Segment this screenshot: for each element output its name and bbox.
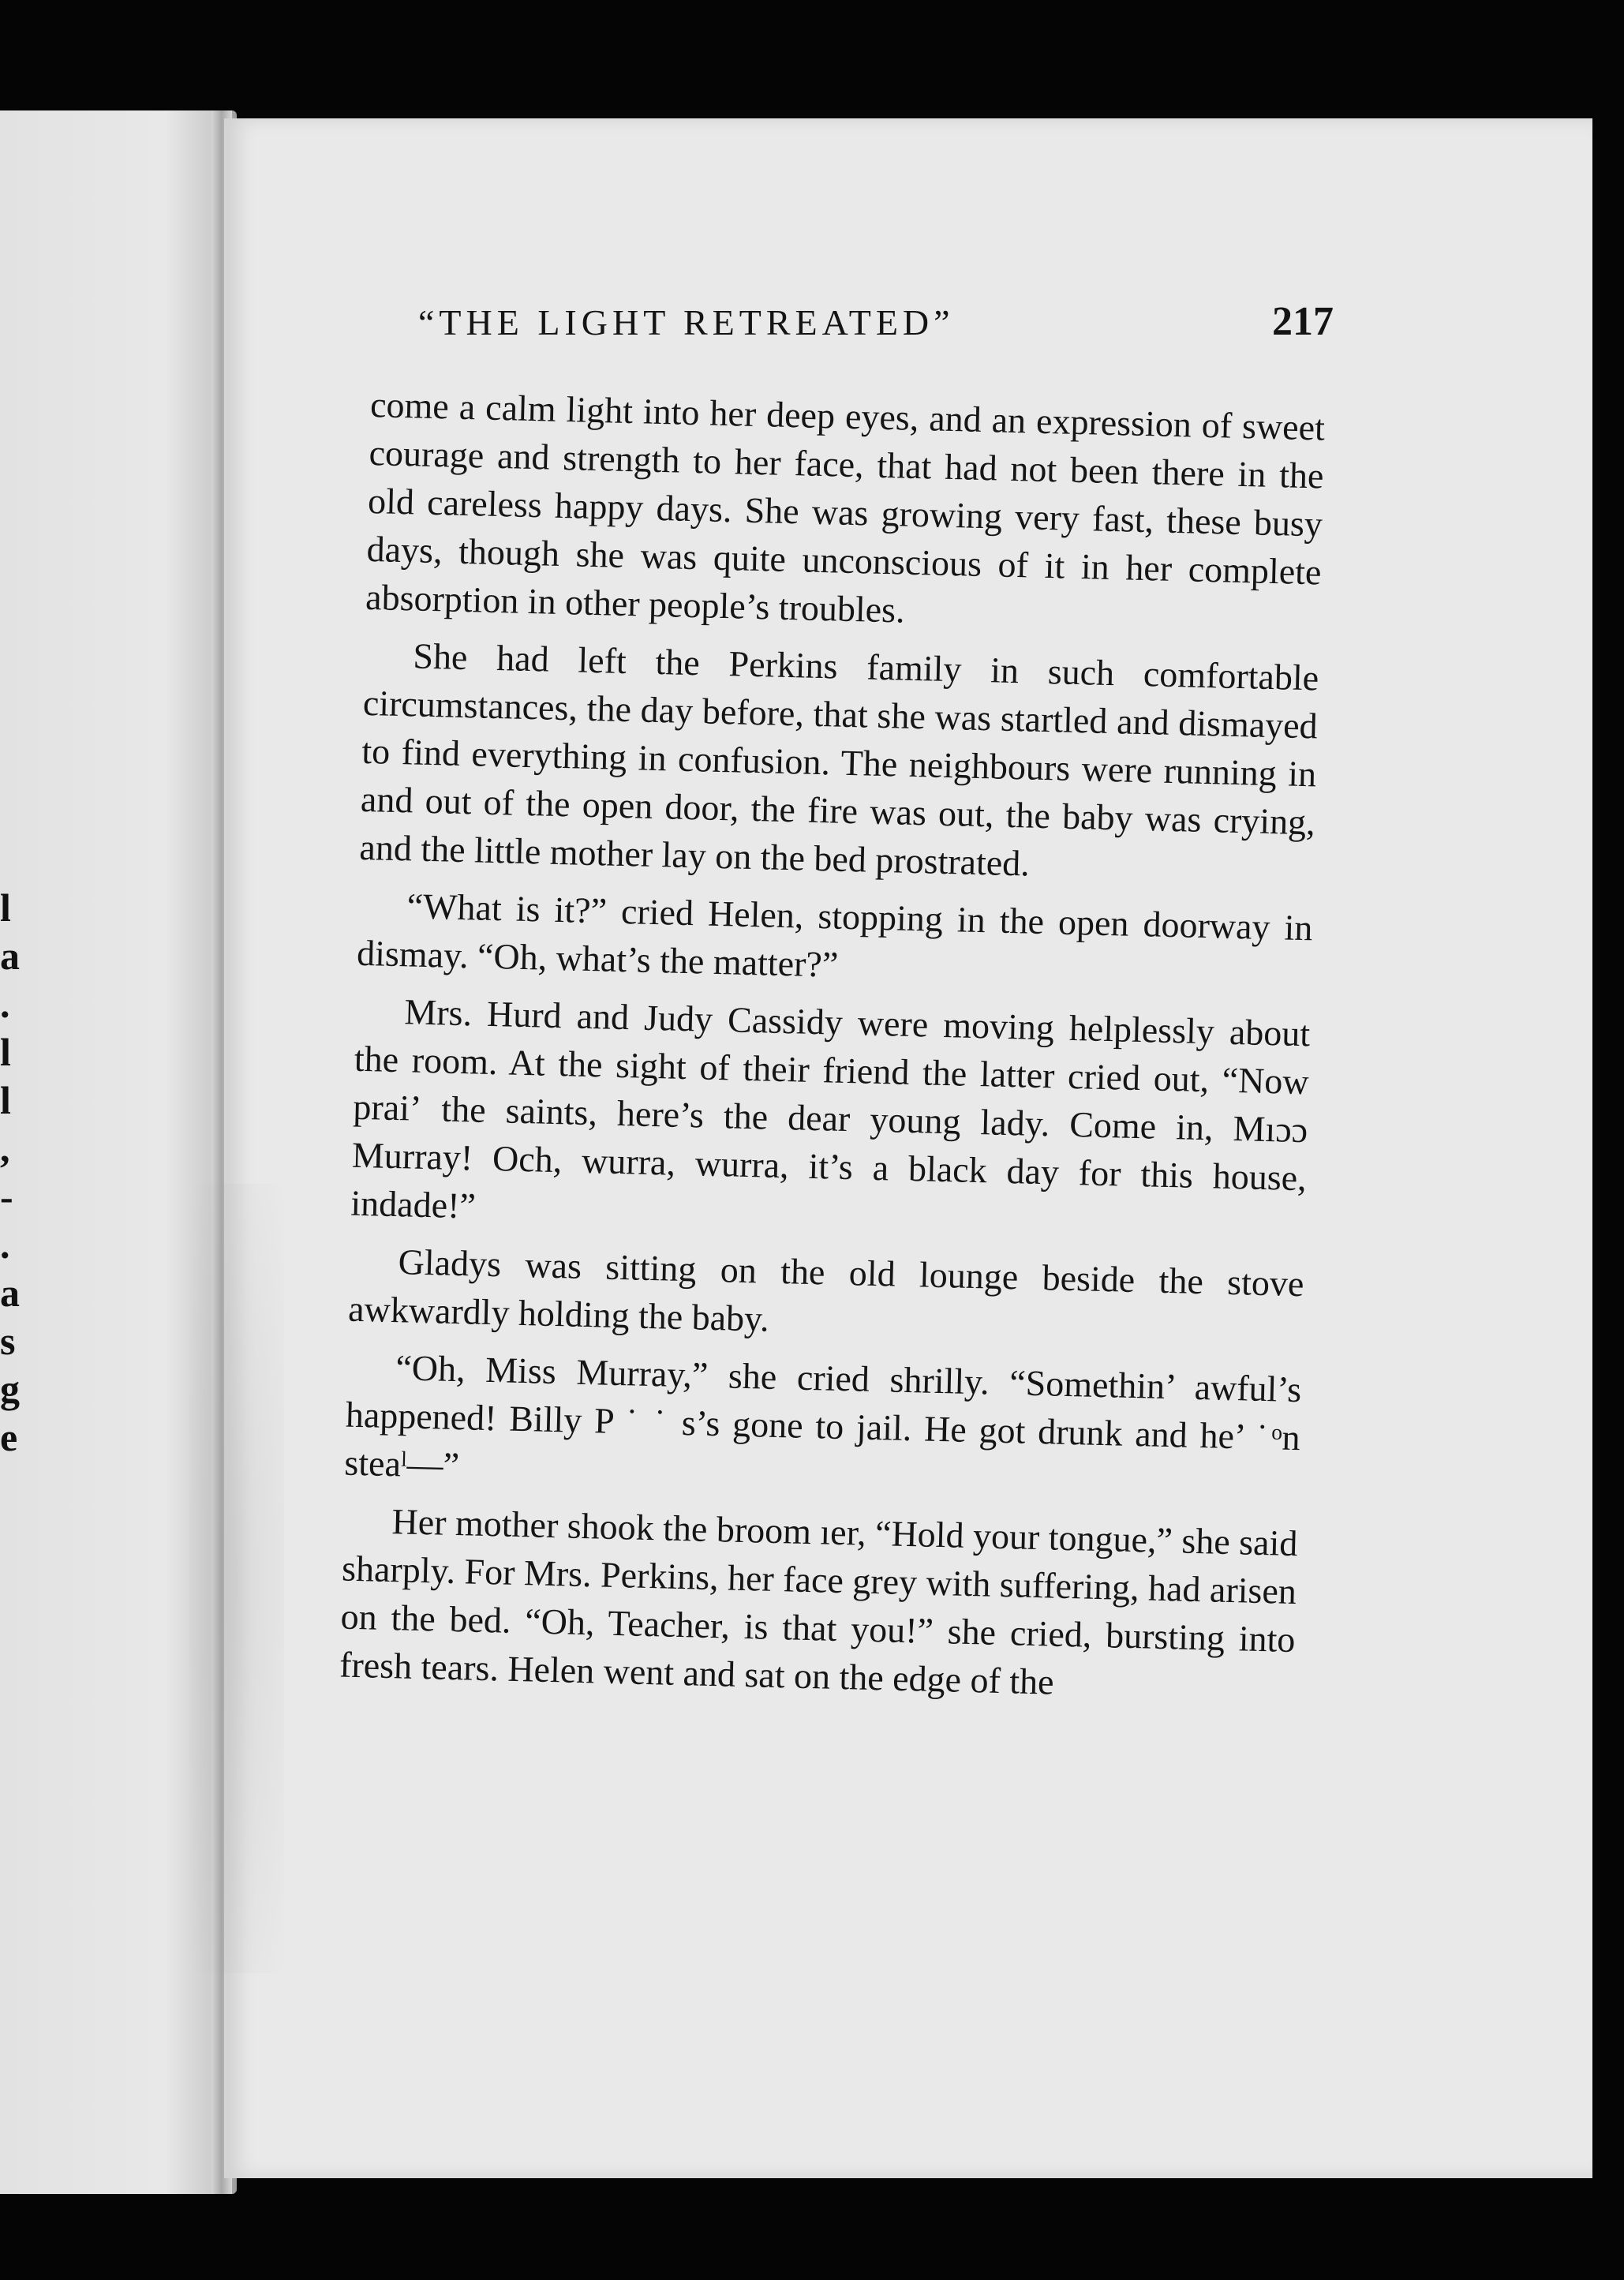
paragraph: “What is it?” cried Helen, stopping in the open doorway in dismay. “Oh, what’s the matter?” bbox=[356, 885, 1314, 985]
paragraph: Gladys was sitting on the old lounge beside the stove awkwardly holding the baby. bbox=[347, 1241, 1305, 1339]
page-header bbox=[418, 298, 1334, 345]
edge-glyph: l bbox=[0, 1030, 11, 1074]
body-text bbox=[339, 380, 1325, 1721]
paragraph: She had left the Perkins family in such comfortable circumstances, the day before, that she was startled and dismayed to find everything in confusion. The neighbours were running in and out of the open door, the fire was out, the baby was crying, and the little mother lay on the bed prostrated. bbox=[358, 635, 1319, 884]
edge-glyph: - bbox=[0, 1174, 13, 1219]
edge-glyph: , bbox=[0, 1126, 10, 1170]
edge-glyph: g bbox=[0, 1367, 20, 1411]
paragraph: “Oh, Miss Murray,” she cried shrilly. “Somethin’ awful’s happened! Billy P ˙ ˙ s’s gone to jail. He got drunk and he’ ˙ᵒn steaˡ—” bbox=[343, 1347, 1302, 1486]
edge-glyph: s bbox=[0, 1319, 16, 1363]
edge-glyph: e bbox=[0, 1415, 18, 1459]
edge-glyph: a bbox=[0, 1271, 20, 1315]
page-number: 217 bbox=[1272, 299, 1334, 344]
paragraph: come a calm light into her deep eyes, and an expression of sweet courage and strength to her face, that had not been there in the old careless happy days. She was growing very fast, these busy days, though she was quite unconscious of it in her complete absorption in other people’s troubles. bbox=[365, 384, 1326, 631]
edge-glyph: a bbox=[0, 934, 20, 978]
edge-glyph: l bbox=[0, 885, 11, 930]
edge-glyph: l bbox=[0, 1078, 11, 1122]
paragraph: Mrs. Hurd and Judy Cassidy were moving helplessly about the room. At the sight of their friend the latter cried out, “Now praiʼ the saints, here’s the dear young lady. Come in, Mıɔɔ Murray! Och, wurra, wurra, it’s a black day for this house, indade!” bbox=[350, 991, 1311, 1226]
left-page-edge-text bbox=[0, 884, 20, 1462]
paragraph: Her mother shook the broom ıer, “Hold your tongue,” she said sharply. For Mrs. Perkins, her face grey with suffering, had arisen on the bed. “Oh, Teacher, is that you!” she cried, bursting into fresh tears. Helen went and sat on the edge of the bbox=[339, 1501, 1298, 1702]
edge-glyph: . bbox=[0, 1222, 10, 1267]
edge-glyph: . bbox=[0, 982, 10, 1026]
page-stain bbox=[189, 1184, 284, 1973]
running-head: “THE LIGHT RETREATED” bbox=[418, 302, 955, 343]
